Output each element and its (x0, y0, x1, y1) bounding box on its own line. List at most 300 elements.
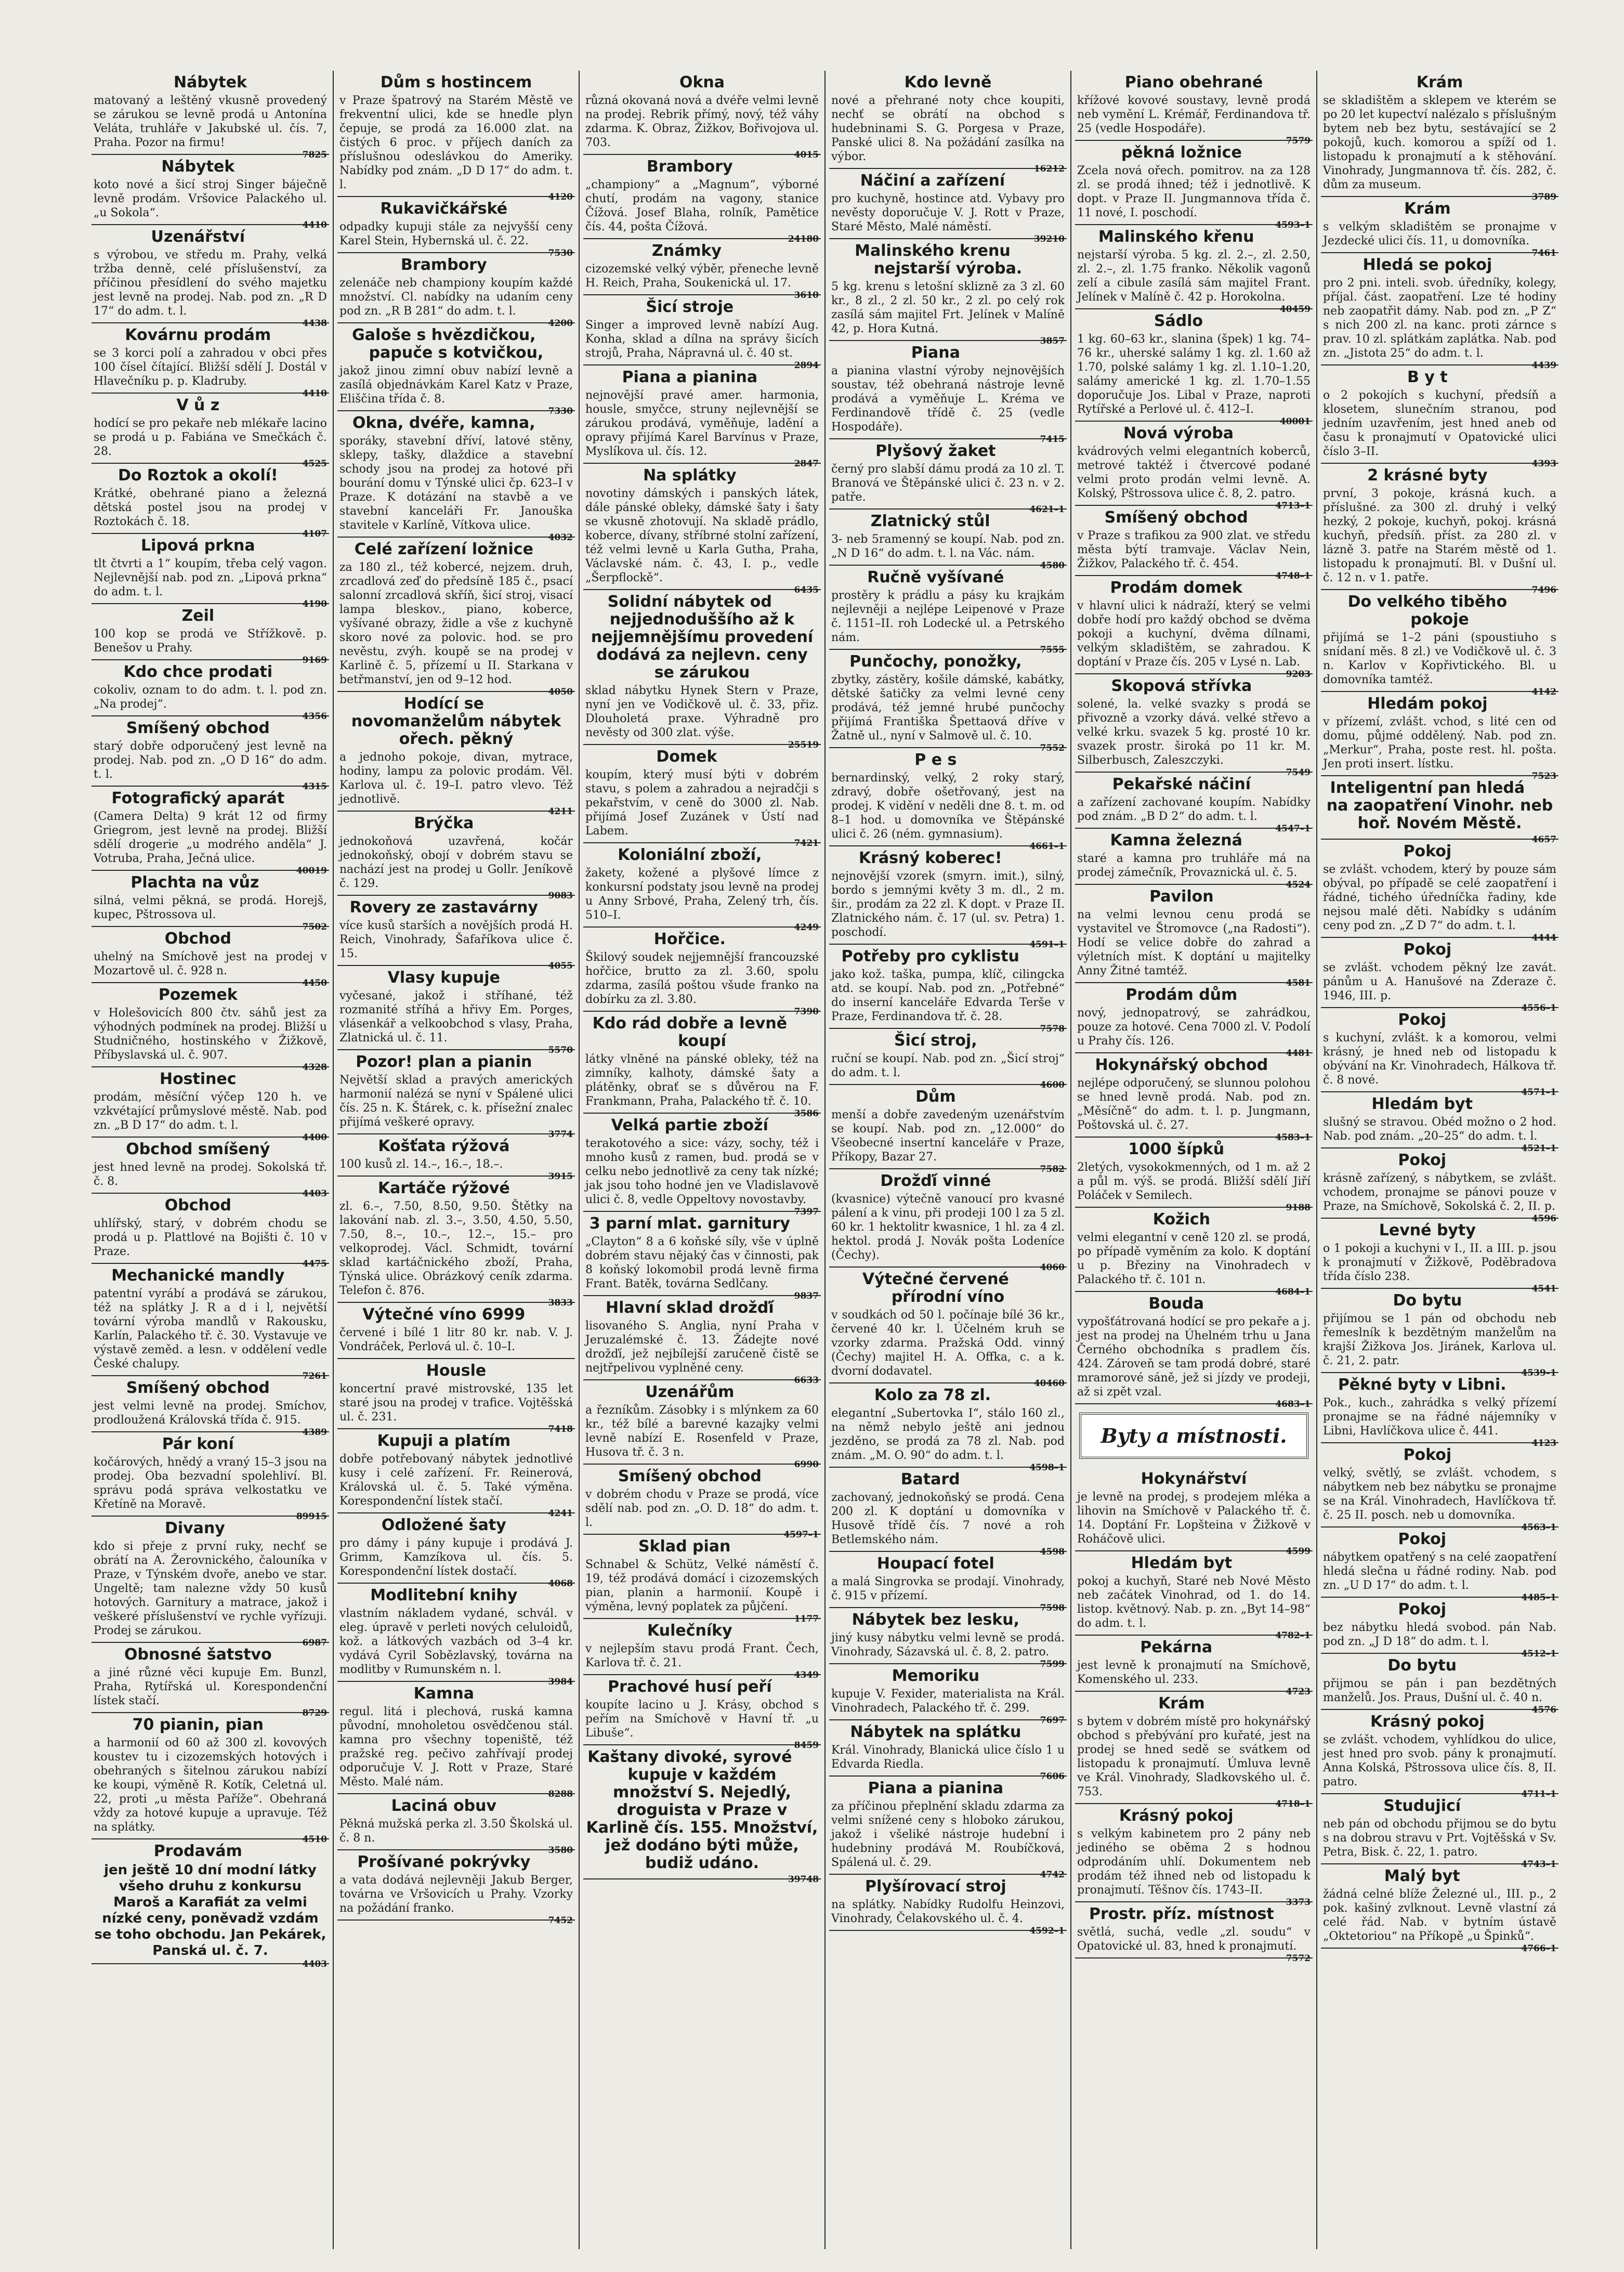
ad-number: 4576 (1531, 1705, 1556, 1715)
classified-ad (91, 1194, 329, 1269)
ad-text: jest hned levně na prodej. Sokolská tř. č. 8. (94, 1161, 327, 1188)
ad-title: Piano obehrané (1124, 73, 1263, 92)
ad-title: Zlatnický stůl (870, 512, 990, 530)
classified-ad (583, 1745, 821, 1885)
ad-text: pro 2 pni. inteli. svob. úředníky, kolegy, příjal. část. zaopatření. Lze té hodiny neb zaopatřit dámy. Nab. pod zn. „P Z“ s nich 200 zl. na kanc. proti zárnce s prav. 10 zl. splátkám zaplátka. Nab. pod zn. „Jistota 25“ do adm. t. l. (1323, 277, 1556, 360)
ad-text: a vata dodává nejlevněji Jakub Berger, továrna ve Vršovicích u Prahy. Vzorky na požádání franko. (339, 1874, 573, 1915)
ad-number: 4410 (302, 388, 327, 399)
classified-ad (1075, 1551, 1313, 1641)
ad-title: Skopová střívka (1111, 677, 1252, 695)
classified-ad (1075, 1636, 1313, 1697)
ad-number: 4190 (302, 599, 327, 609)
ad-title: Kulečníky (647, 1622, 732, 1640)
ad-title: Výtečné červené přírodní víno (862, 1270, 1009, 1306)
ad-text: jakož jinou zimní obuv nabízí levně a zasílá objednávkám Karel Katz v Praze, Eliščina třída č. 8. (339, 364, 573, 406)
ad-text: „championy“ a „Magnum“, výborné chutí, prodám na vagony, stanice Čížová. Josef Blaha, rolník, Pamětice čís. 44, pošta Čížová. (585, 178, 819, 233)
ad-number: 4142 (1531, 687, 1556, 697)
ad-number: 4349 (794, 1670, 819, 1680)
ad-text: uhelný na Smíchově jest na prodej v Mozartově ul. č. 928 n. (94, 950, 327, 977)
classified-ad (91, 155, 329, 230)
classified-ad (91, 871, 329, 932)
ad-text: (kvasnice) výtečně vanoucí pro kvasné pálení a k vinu, při prodeji 100 l za 5 zl. 60 kr. 1 hektolitr kwasnice, 1 hl. za 4 zl. hektol. prodá J. Novák pošta Lodeníce (Čechy). (831, 1193, 1065, 1262)
ad-number: 4583–1 (1275, 1132, 1311, 1143)
ad-title: V ů z (176, 396, 220, 414)
ad-text: krásně zařízený, s nábytkem, se zvlášt. vchodem, pronajme se pánovi pouze v Praze, na Smíchově, Sokolská č. 2, II. p. (1323, 1172, 1556, 1213)
ad-title: Studujicí (1383, 1797, 1461, 1815)
ad-number: 3833 (548, 1298, 573, 1308)
ad-title: Uzenářství (151, 228, 245, 246)
classified-ad (1321, 1598, 1558, 1659)
ad-title: Plyšírovací stroj (865, 1877, 1006, 1896)
classified-ad (337, 1134, 575, 1182)
classified-ad (1075, 674, 1313, 778)
ad-text: menší a dobře zavedeným uzenářstvím se koupí. Nab. pod zn. „12.000“ do Všeobecné insertní kanceláře v Praze, Příkopy, Bazar 27. (831, 1108, 1065, 1164)
ad-number: 4438 (302, 318, 327, 329)
ad-text: se zvlášt. vchodem, který by pouze sám obýval, po případě se celé zaopatření i řádné, tichého úředníčka řadiny, kde nejsou malé děti. Nabídky s udáním ceny pod zn. „Z D 7“ do adm. t. l. (1323, 863, 1556, 932)
ad-text: v Praze špatrový na Starém Městě ve frekventní ulici, kde se hnedle plyn čepuje, se prodá za 16.000 zlat. na čistých 6 proc. v příjech daních za příslušnou odeslávkou do Ameriky. Nabídky pod znám. „D D 17“ do adm. t. l. (339, 94, 573, 191)
classified-ad (1321, 692, 1558, 781)
ad-text: žakety, kožené a plyšové límce z konkursní podstaty jsou levně na prodej u Anny Srbové, Praha, Zelený trh, čís. 510–I. (585, 867, 819, 922)
ad-title: Malinského krenu nejstarší výroba. (855, 242, 1023, 278)
classified-ad (337, 1303, 575, 1359)
classified-ad (829, 1268, 1067, 1389)
ad-number: 4541 (1531, 1284, 1556, 1294)
ad-title: Šicí stroj, (894, 1031, 977, 1050)
ad-number: 4439 (1531, 360, 1556, 371)
ad-title: Bouda (1148, 1295, 1204, 1313)
ad-number: 4356 (302, 711, 327, 722)
classified-ad (829, 1169, 1067, 1273)
ad-text: Král. Vinohrady, Blanická ulice číslo 1 u Edvarda Riedla. (831, 1744, 1065, 1771)
ad-number: 7578 (1040, 1024, 1065, 1034)
ad-number: 4600 (1040, 1080, 1065, 1090)
ad-text: ruční se koupí. Nab. pod zn. „Šicí stroj“ do adm. t. l. (831, 1052, 1065, 1079)
ad-number: 4107 (302, 529, 327, 539)
ad-text: patentní vyrábí a prodává se zárukou, též na splátky J. R a d i l, největší tovární výroba mandlů v Rakousku, Karlín, Palackého tř. č. 30. Vystavuje ve výstavě zeměd. a lesn. v oddělení vedle České chalupy. (94, 1287, 327, 1370)
ad-text: 2letých, vysokokmenných, od 1 m. až 2 a půl m. výš. se prodá. Bližší sdělí Jiří Poláček v Semilech. (1077, 1161, 1311, 1202)
ad-number: 4683–1 (1275, 1399, 1311, 1409)
ad-title: Pavilon (1149, 887, 1214, 906)
ad-number: 7599 (1040, 1659, 1065, 1669)
ad-title: Drožďí vinné (880, 1172, 991, 1190)
ad-title: Piana a pianina (868, 1779, 1004, 1797)
ad-text: o 2 pokojích s kuchyní, předsíň a klosetem, slunečním stranou, pod jedním uzavřením, jest hned aneb od času k pronajmutí v Opatovické ulici číslo 3–II. (1323, 389, 1556, 458)
ad-title: Nábytek (161, 158, 235, 176)
ad-title: Prošívané pokrývky (357, 1853, 531, 1871)
classified-ad (829, 1085, 1067, 1174)
column-rule (1070, 71, 1071, 2249)
ad-text: se 3 korci polí a zahradou v obci přes 100 čísel čítající. Bližší sdělí J. Dostál v Hlavečníku p. p. Kladruby. (94, 347, 327, 388)
ad-number: 40001 (1279, 416, 1311, 427)
classified-ad (583, 590, 821, 750)
ad-number: 4723 (1286, 1687, 1311, 1697)
ad-number: 4718–1 (1275, 1799, 1311, 1809)
ad-title: Celé zařízení ložnice (354, 540, 533, 558)
ad-text: kvádrových velmi elegantních koberců, metrové taktéž i čtvercové podané velmi proto prodán velmi levně. A. Kolský, Pštrossova ulice č. 8, 2. patro. (1077, 445, 1311, 500)
classified-ad (1321, 840, 1558, 943)
ad-title: Plachta na vůz (130, 873, 259, 892)
ad-number: 39210 (1033, 234, 1065, 244)
classified-ad (1075, 141, 1313, 230)
ad-number: 4521–1 (1521, 1143, 1556, 1154)
classified-ad (1075, 1467, 1313, 1557)
ad-text: v Praze s trafikou za 900 zlat. ve středu města býtí tramvaje. Václav Nein, Žižkov, Palackého tř. č. 454. (1077, 529, 1311, 570)
classified-ad (1075, 773, 1313, 834)
ad-text: uhlířský, starý, v dobrém chodu se prodá u p. Plattlové na Bojišti č. 10 v Praze. (94, 1217, 327, 1258)
classified-ad (91, 225, 329, 329)
ad-text: nejstarší výroba. 5 kg. zl. 2.–, zl. 2.50, zl. 2.–, zl. 1.75 franko. Několik vagonů zelí a cibule zasílá sám majitel Frant. Jelínek v Malíně č. 42 p. Horokolna. (1077, 249, 1311, 304)
classified-ad (1075, 422, 1313, 511)
ad-text: jiný kusy nábytku velmi levně se prodá. Vinohrady, Sázavská ul. č. 8, 2. patro. (831, 1631, 1065, 1659)
ad-text: cizozemské velký výběr, přeneche levně H. Reich, Praha, Soukenická ul. 17. (585, 263, 819, 290)
ad-text: světlá, suchá, vedle „zl. soudu“ v Opatovické ul. 83, hned k pronajmutí. (1077, 1926, 1311, 1953)
ad-title: Piana a pianina (622, 368, 758, 386)
ad-number: 7606 (1040, 1771, 1065, 1782)
ad-title: Solidní nábytek od nejjednoduššího až k nejjemnějšímu provedení dodává za nejlevn. ceny se zárukou (591, 593, 814, 682)
ad-number: 4249 (794, 922, 819, 933)
classified-ad (1075, 885, 1313, 988)
ad-title: Fotografický aparát (111, 789, 285, 807)
ad-text: koto nové a šicí stroj Singer báječně levně prodám. Vršovice Palackého ul. „u Sokola“. (94, 178, 327, 219)
ad-text: vyčesané, jakož i stříhané, též rozmanité stříhá a hřivy Em. Porges, vlásenkář a velkoobchod s vlasy, Praha, Zlatnická ul. č. 11. (339, 989, 573, 1044)
classified-ad (1075, 506, 1313, 581)
ad-title: Nová výroba (1123, 424, 1234, 442)
ad-text: žádná celné blíže Železné ul., III. p., 2 pok. kašiný zvlknout. Levně vlastní zá celé řád. Nab. v bytním ústavě „Oktetoriou“ na Příkopě „u Špinků“. (1323, 1888, 1556, 1943)
ad-number: 8729 (302, 1708, 327, 1718)
ad-title: Obnosné šatstvo (124, 1646, 272, 1664)
ad-text: 3- neb 5ramenný se koupí. Nab. pod zn. „N D 16“ do adm. t. l. na Vác. nám. (831, 533, 1065, 560)
classified-ad (829, 169, 1067, 244)
ad-number: 4581 (1286, 978, 1311, 988)
classified-ad (583, 365, 821, 469)
ad-text: kupuje V. Fexider, materialista na Král. Vinohradech, Palackého tř. č. 299. (831, 1688, 1065, 1715)
ad-number: 40459 (1279, 304, 1311, 315)
classified-ad (337, 1050, 575, 1140)
ad-title: Divany (164, 1519, 225, 1537)
ad-title: Prodám dům (1125, 986, 1238, 1004)
ad-title: 2 krásné byty (1367, 466, 1488, 485)
classified-ad (583, 843, 821, 933)
ad-number: 4510 (302, 1834, 327, 1845)
classified-ad (583, 745, 821, 848)
ad-text: s velkým kabinetem pro 2 pány neb jediného se oběma 2 s hodnou odprodáním uhlí. Dokumentem neb prodám též ihned neb od listopadu k pronajmutí. Těšnov čís. 1743–II. (1077, 1827, 1311, 1897)
ad-text: a pianina vlastní výroby nejnovějších soustav, též obehraná nástroje levně prodává a vyměňuje L. Kréma ve Ferdinandově třídě č. 25 (vedle Hospodáře). (831, 364, 1065, 434)
ad-title: Uzenářům (645, 1383, 735, 1401)
classified-ad (91, 927, 329, 988)
ad-title: Do bytu (1393, 1291, 1462, 1310)
ad-title: Obchod smíšený (126, 1140, 270, 1158)
ad-title: Pokoj (1398, 1011, 1446, 1029)
classified-ad (1321, 464, 1558, 595)
ad-text: přijmou se pán i pan bezdětných manželů. Jos. Praus, Dušní ul. č. 40 n. (1323, 1677, 1556, 1704)
ad-title: Pěkné byty v Libni. (1338, 1376, 1507, 1394)
ad-number: 16212 (1033, 164, 1065, 174)
ad-text: (Camera Delta) 9 krát 12 od firmy Griegrom, jest levně na prodej. Bližší sdělí drogerie „u modrého anděla“ J. Votruba, Praha, Ječná ulice. (94, 810, 327, 865)
ad-title: Hořčice. (653, 930, 726, 948)
ad-number: 4393 (1531, 459, 1556, 469)
ad-number: 4123 (1531, 1438, 1556, 1448)
ad-number: 8459 (794, 1740, 819, 1751)
classified-ad (337, 538, 575, 697)
classified-ad (1321, 1289, 1558, 1378)
ad-title: Rukavičkářské (380, 200, 508, 218)
ad-text: nejnovější pravé amer. harmonia, housle, smyčce, struny nejlevnější se zárukou prodává, vyměňuje, ladění a opravy přijímá Karel Barvínus v Praze, Myslíkova ul. čís. 12. (585, 389, 819, 458)
ad-text: první, 3 pokoje, krásná kuch. a příslušné. za 300 zl. druhý i velký hezký, 2 pokoje, kuchyň, pokoj. krásná kuchyň, předsíň. příst. za 280 zl. v lázně 3. patře na Starém městě od 1. listopadu k pronajmutí. Bl. v Dušní ul. č. 12 n. v 1. patře. (1323, 487, 1556, 584)
ad-title: Vlasy kupuje (387, 969, 501, 987)
ad-title: Krásný pokoj (1370, 1713, 1485, 1731)
ad-number: 7825 (302, 150, 327, 160)
classified-ad (91, 464, 329, 539)
ad-number: 4711–1 (1521, 1789, 1556, 1799)
ad-text: novotiny dámských i panských látek, dále pánské obleky, dámské šaty i šaty se vkusně zhotovují. Na skladě prádlo, koberce, dívany, stříbrné stolní zařízení, též velmi levně u Karla Gutha, Praha, Václavské nám. č. 43, I. p., vedle „Šerpflockě“. (585, 487, 819, 584)
classified-ad (829, 239, 1067, 346)
ad-title: 3 parní mlat. garnitury (589, 1215, 790, 1233)
ad-title: Nábytek bez lesku, (852, 1611, 1020, 1629)
ad-text: a harmonií od 60 až 300 zl. kovových koustev tu i cizozemských hotových i obehraných s šitelnou zárukou nabízí ke koupi, výměně R. Kotík, Celetná ul. 22, proti „u města Paříže“. Obehraná vždy za hotové kupuje a upravuje. Též na splátky. (94, 1736, 327, 1834)
ad-number: 4556–1 (1521, 1003, 1556, 1013)
classified-ad (829, 650, 1067, 753)
newspaper-page (91, 71, 1594, 2254)
ad-text: a řezníkům. Zásobky i s mlýnkem za 60 kr., též bílé a barevné kazajky velmi levně nabízí E. Rosenfeld v Praze, Husova tř. č. 3 n. (585, 1404, 819, 1459)
ad-number: 4475 (302, 1259, 327, 1269)
classified-ad (829, 846, 1067, 950)
ad-number: 1177 (794, 1614, 819, 1624)
ad-text: jako kož. taška, pumpa, klíč, cilingcka atd. se koupí. Nab. pod zn. „Potřebné“ do inserní kanceláře Edvarda Terše v Praze, Ferdinandova tř. č. 28. (831, 968, 1065, 1023)
ad-title: Plyšový žaket (875, 442, 996, 460)
ad-text: velmi elegantní v ceně 120 zl. se prodá, po případě vyměním za kolo. K doptání u p. Březiny na Vinohradech v Palackého tř. č. 101 n. (1077, 1231, 1311, 1286)
ad-number: 9203 (1286, 669, 1311, 680)
classified-ad (91, 394, 329, 469)
ad-column (1321, 71, 1558, 2254)
ad-text: v přízemí, zvlášt. vchod, s lité cen od domu, půjmé oddělený. Nab. pod zn. „Merkur“, Praha, poste rest. hl. pošta. Jen proti insert. lístku. (1323, 715, 1556, 771)
ad-title: Krásný pokoj (1119, 1807, 1234, 1825)
classified-ad (829, 748, 1067, 852)
ad-text: Pok., kuch., zahrádka s velký přízemí pronajme se na řádné nájemníky v Libni, Havlíčkova ulice č. 441. (1323, 1396, 1556, 1438)
ad-text: křížové kovové soustavy, levně prodá neb vymění L. Krémář, Ferdinandova tř. 25 (vedle Hospodáře). (1077, 94, 1311, 135)
ad-number: 4015 (794, 150, 819, 160)
ad-text: vlastním nákladem vydané, schvál. v eleg. úpravě v perleti nových celuloidů, kož. a látkových vazbách od 3–4 kr. vydává Cyril Sobězlavský, továrna na modlitby v Rumunském n. l. (339, 1607, 573, 1676)
ad-title: Levné byty (1379, 1221, 1476, 1239)
ad-text: solené, la. velké svazky s prodá se přivozně a vzorky dává. velké střevo a velké krku. svazek 5 kg. prosté 10 kr. svazek prostr. široká po 11 kr. M. Silberbusch, Zaleszczyki. (1077, 698, 1311, 767)
ad-title: Sklad pian (638, 1537, 731, 1556)
ad-title: Houpací fotel (876, 1555, 994, 1573)
ad-text: Největší sklad a pravých amerických harmonií nalézá se nyní v Spálené ulici čís. 25 n. K. Štárek, c. k. přísežní znalec přijímá veškeré opravy. (339, 1074, 573, 1129)
ad-title: Kdo rád dobře a levně koupí (592, 1014, 788, 1050)
ad-number: 9083 (548, 891, 573, 901)
ad-title: Memoriku (892, 1667, 980, 1685)
classified-ad (583, 1212, 821, 1301)
ad-text: Pěkná mužská perka zl. 3.50 Školská ul. č. 8 n. (339, 1818, 573, 1845)
ad-text: černý pro slabší dámu prodá za 10 zl. T. Branová ve Štěpánské ulici č. 23 n. v 2. patře. (831, 463, 1065, 504)
ad-text: neb pán od obchodu přijmou se do bytu s na dobrou stravu v Prt. Vojtěšská v Sv. Petra, Bisk. č. 22, 1. patro. (1323, 1818, 1556, 1859)
ad-text: koupím, který musí býti v dobrém stavu, s polem a zahradou a nejradčji s pekařstvím, v ceně do 3000 zl. Nab. přijímá Josef Zuzánek v Ústí nad Labem. (585, 768, 819, 838)
ad-text: vypošťátrovaná hodící se pro pekaře a j. jest na prodej na Úhelném trhu u Jana Černého obchodníka s pradlem čís. 424. Zároveň se tam prodá dobré, staré mramorové sáně, jež si jízdy ve prodeji, až si zpět vzal. (1077, 1315, 1311, 1399)
ad-title: B y t (1407, 368, 1448, 386)
ad-number: 7330 (548, 406, 573, 416)
ad-number: 4766–1 (1521, 1943, 1556, 1954)
ad-title: Do Roztok a okolí! (117, 466, 278, 485)
ad-title: Kupuji a platím (377, 1432, 511, 1450)
ad-title: Pekařské náčiní (1112, 775, 1251, 793)
classified-ad (1321, 776, 1558, 845)
ad-title: Malý byt (1384, 1867, 1460, 1885)
ad-number: 4450 (302, 978, 327, 988)
ad-number: 4593–1 (1275, 220, 1311, 230)
ad-title: Mechanické mandly (111, 1266, 285, 1285)
ad-number: 4661–1 (1029, 841, 1065, 852)
ad-text: regul. litá i plechová, ruská kamna původní, mnoholetou osvědčenou stál. kamna pro všechny topeniště, též pražské reg. pečivo zahřívají prodej odporučuje V. J. Rott v Praze, Staré Město. Malé nám. (339, 1705, 573, 1788)
ad-number: 7452 (548, 1915, 573, 1926)
ad-title: Náčiní a zařízení (860, 172, 1005, 190)
ad-title: Známky (651, 242, 722, 260)
ad-number: 7397 (794, 1207, 819, 1217)
classified-ad (337, 1850, 575, 1926)
classified-ad (583, 1012, 821, 1119)
classified-ad (1075, 829, 1313, 890)
ad-title: Smíšený obchod (126, 1379, 270, 1397)
ad-number: 4389 (302, 1427, 327, 1438)
classified-ad (91, 534, 329, 609)
ad-number: 3774 (548, 1129, 573, 1140)
ad-text: a jiné různé věci kupuje Em. Bunzl, Praha, Rytířská ul. Korespondenční lístek stačí. (94, 1666, 327, 1707)
classified-ad (337, 1584, 575, 1687)
ad-text: látky vlněné na pánské obleky, též na zimníky, kalhoty, dámské šaty a plátěnky, obrať se s důvěrou na F. Frankmann, Praha, Palackého tř. č. 10. (585, 1053, 819, 1108)
ad-text: sporáky, stavební dříví, latové stěny, sklepy, tašky, dlaždice a stavební schody jsou na prodej za hotové při bourání domu v Týnské ulici čp. 623–I v Praze. K dotázání na stavbě a ve stavební kanceláři Fr. Janouška stavitele v Karlíně, Vítkova ulice. (339, 435, 573, 532)
classified-ad (1321, 197, 1558, 258)
ad-title: Potřeby pro cyklistu (841, 947, 1019, 965)
ad-text: prostěry k prádlu a pásy ku krajkám nejlevněji a nejlépe Leipenové v Praze č. 1151–II. roh Lodecké ul. a Petrského nám. (831, 589, 1065, 644)
ad-title: Brambory (401, 256, 487, 274)
ad-title: Prostr. příz. místnost (1089, 1905, 1274, 1923)
ad-column (583, 71, 821, 2254)
ad-text: s kuchyní, zvlášt. k a komorou, velmi krásný, je hned neb od listopadu k obývání na Kr. Vinohradech, Hálkova tř. č. 8 nové. (1323, 1031, 1556, 1087)
ad-text: Krátké, obehrané piano a železná dětská postel jsou na prodej v Roztokách č. 18. (94, 487, 327, 528)
ad-number: 4211 (548, 806, 573, 817)
classified-ad (1321, 1527, 1558, 1603)
ad-text: a malá Singrovka se prodají. Vinohrady, č. 915 v přízemí. (831, 1575, 1065, 1602)
ad-title: 70 pianin, pian (132, 1716, 264, 1734)
classified-ad (91, 1432, 329, 1522)
ad-number: 7461 (1531, 248, 1556, 258)
classified-ad (91, 1138, 329, 1199)
ad-title: Šicí stroje (646, 298, 734, 316)
section-banner: Byty a místnosti. (1079, 1413, 1308, 1459)
ad-title: Kožich (1152, 1210, 1210, 1229)
ad-title: pěkná ložnice (1121, 143, 1242, 162)
ad-number: 9169 (302, 655, 327, 665)
classified-ad (829, 341, 1067, 445)
ad-text: se skladištěm a sklepem ve kterém se po 20 let kupectví nalézalo s příslušným bytem neb bez bytu, sestávající se 2 pokojů, kuch. komorou a spíží od 1. listopadu k pronajmutí a k stěhování. Vinohrady, Jungmannova tř. čís. 282, č. dům za museum. (1323, 94, 1556, 191)
ad-number: 4481 (1286, 1048, 1311, 1059)
classified-ad (1321, 1794, 1558, 1870)
ad-text: je levně na prodej, s prodejem mléka a lihovin na Smíchově v Palackého tř. č. 14. Doptání Fr. Lopšteina v Žižkově v Roháčově ulici. (1077, 1491, 1311, 1546)
ad-text: 5 kg. krenu s letošní sklizně za 3 zl. 60 kr., 8 zl., 2 zl. 50 kr., 2 zl. po celý rok zasílá sám majitel Frt. Jelínek v Malíně 42, p. Hora Kutná. (831, 280, 1065, 335)
ad-number: 4525 (302, 459, 327, 469)
ad-title: Hostinec (159, 1070, 237, 1088)
ad-title: Prachové husí peří (608, 1678, 772, 1696)
ad-text: jen ještě 10 dní modní látky všeho druhu z konkursu Maroš a Karafiát za velmi nízké ceny, poněvadž vzdám se toho obchodu. Jan Pekárek, Panská ul. č. 7. (94, 1862, 326, 1958)
ad-number: 4592–1 (1029, 1926, 1065, 1936)
classified-ad (583, 1114, 821, 1217)
classified-ad (337, 966, 575, 1055)
ad-text: koupíte lacino u J. Krásy, obchod s peřím na Smíchově v Havní tř. „u Libuše“. (585, 1699, 819, 1740)
ad-text: přijímá se 1–2 páni (spoustiuho s snídaní měs. 8 zl.) ve Vodičkově ul. č. 3 n. Karlov v Kopřivtického. Bl. u domovníka tamtéž. (1323, 631, 1556, 686)
ad-number: 4328 (302, 1062, 327, 1073)
ad-text: nejlépe odporučený, se slunnou polohou se hned levně prodá. Nab. pod zn. „Měsíčně“ do adm. t. l. p. Jungmann, Poštovská ul. č. 27. (1077, 1077, 1311, 1132)
ad-title: Hledám byt (1371, 1095, 1473, 1113)
ad-title: Pozor! plan a pianin (356, 1053, 532, 1071)
classified-ad (337, 1794, 575, 1856)
ad-number: 4032 (548, 532, 573, 543)
ad-title: P e s (914, 751, 957, 769)
classified-ad (1321, 1654, 1558, 1715)
classified-ad (583, 464, 821, 595)
ad-text: Škilový soudek nejjemnější francouzské hořčice, brutto za zl. 3.60, spolu zdarma, zasílá poštou všude franko na dobírku za zl. 3.80. (585, 951, 819, 1006)
ad-number: 4539–1 (1521, 1368, 1556, 1378)
ad-number: 7390 (794, 1007, 819, 1017)
classified-ad (1321, 253, 1558, 371)
ad-title: Pokoj (1398, 1600, 1446, 1618)
ad-title: Kdo chce prodati (123, 663, 273, 681)
classified-ad (829, 71, 1067, 174)
ad-number: 7582 (1040, 1164, 1065, 1174)
ad-text: zl. 6.–, 7.50, 8.50, 9.50. Štětky na lakování nab. zl. 3.–, 3.50, 4.50, 5.50, 7.50, 8.–, 10.–, 12.–, 15.– pro velkoprodej. Václ. Schmidt, tovární sklad kartáčnického zboží, Praha, Týnská ulice. Obrázkový ceník zdarma. Telefon č. 876. (339, 1200, 573, 1297)
ad-text: bernardinský, velký, 2 roky starý, zdravý, dobře ošetřovaný, jest na prodej. K vidění v neděli dne 8. t. m. od 8–1 hod. u domovníka ve Štěpánské ulici č. 26 (ném. gymnasium). (831, 772, 1065, 841)
ad-number: 5570 (548, 1045, 573, 1055)
ad-text: více kusů starších a novějších prodá H. Reich, Vinohrady, Šafaříkova ulice č. 15. (339, 919, 573, 960)
ad-number: 4547–1 (1275, 824, 1311, 834)
ad-number: 4598 (1040, 1547, 1065, 1557)
classified-ad (583, 1380, 821, 1470)
ad-title: Smíšený obchod (1104, 508, 1248, 527)
ad-title: Pokoj (1403, 1446, 1452, 1464)
ad-number: 39748 (788, 1874, 819, 1885)
classified-ad (337, 71, 575, 202)
ad-number: 7415 (1040, 434, 1065, 445)
classified-ad (337, 1359, 575, 1434)
classified-ad (91, 660, 329, 722)
ad-title: Prodavám (153, 1842, 242, 1860)
ad-text: na velmi levnou cenu prodá se vystavitel ve Štromovce („na Radosti“). Hodí se velice dobře do zahrad a výletních míst. K doptání u majitelky Anny Žitné tamtéž. (1077, 908, 1311, 977)
ad-number: 3610 (794, 290, 819, 301)
ad-title: Hlavní sklad drožďí (606, 1299, 774, 1317)
classified-ad (337, 812, 575, 901)
ad-title: Krásný koberec! (858, 849, 1002, 867)
ad-title: Smíšený obchod (126, 719, 270, 737)
ad-number: 7418 (548, 1424, 573, 1434)
classified-ad (337, 1513, 575, 1589)
classified-ad (829, 945, 1067, 1034)
classified-ad (829, 1875, 1067, 1936)
ad-number: 4713–1 (1275, 501, 1311, 511)
ad-number: 7579 (1286, 136, 1311, 146)
ad-text: zelenáče neb championy koupím každé množství. Cl. nabídky na udaním ceny pod zn. „R B 281“ do adm. t. l. (339, 277, 573, 318)
ad-text: v hlavní ulici k nádraží, který se velmi dobře hodí pro každý obchod se dvěma pokoji a kuchyní, dvěma dílnami, velkým skladištěm, se zahradou. K doptání v Praze čís. 205 v Lysé n. Lab. (1077, 599, 1311, 669)
classified-ad (829, 1552, 1067, 1613)
ad-column (91, 71, 329, 2254)
classified-ad (91, 1264, 329, 1381)
ad-title: Dům s hostincem (380, 73, 532, 92)
classified-ad (829, 1029, 1067, 1090)
ad-number: 7502 (302, 922, 327, 932)
ad-text: elegantní „Subertovka I“, stálo 160 zl., na němž nebylo ještě ani jednou jezděno, se prodá za 78 zl. Nab. pod znám. „M. O. 90“ do adm. t. l. (831, 1407, 1065, 1462)
ad-number: 4200 (548, 318, 573, 329)
ad-text: se zvlášt. vchodem, vyhlídkou do ulice, jest hned pro svob. pány k pronajmutí. Anna Kolská, Pštrossova ulice čís. 8, II. patro. (1323, 1733, 1556, 1788)
ad-number: 4742 (1040, 1870, 1065, 1880)
ad-title: Pokoj (1403, 842, 1452, 860)
ad-text: v Holešovicích 800 čtv. sáhů jest za výhodných podmínek na prodej. Bližší u Studničného, hostinského v Žižkově, Příbyslavská ul. č. 907. (94, 1007, 327, 1062)
ad-title: Krám (1404, 200, 1451, 218)
